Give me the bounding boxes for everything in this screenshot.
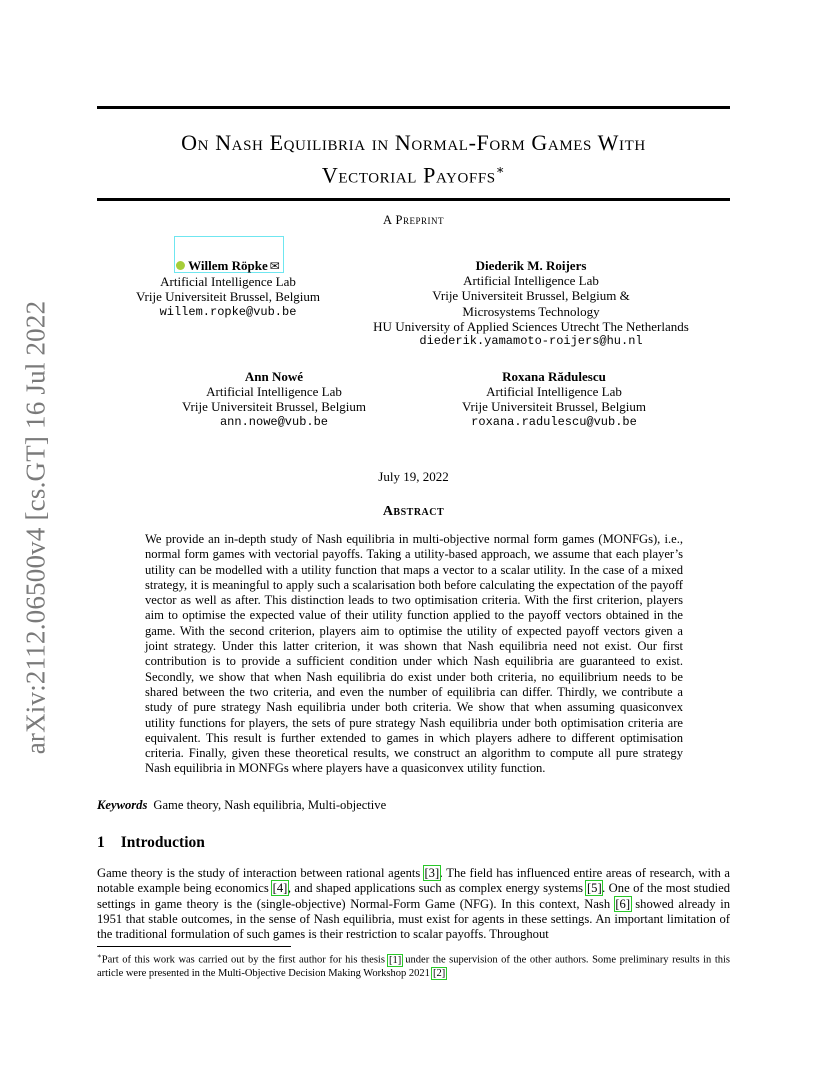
- author-block-nowe: [182, 369, 366, 430]
- keywords-line: [97, 798, 730, 813]
- citation-link[interactable]: [6]: [615, 896, 631, 911]
- arxiv-identifier: [16, 295, 56, 760]
- keywords-text: Game theory, Nash equilibria, Multi-objective: [153, 798, 387, 812]
- intro-text: . One of the most studied settings in game theory is the (single-objective) Normal-Form Game (NFG). In this context, Nash: [97, 881, 731, 911]
- author-name: Willem Röpke: [188, 258, 268, 273]
- author-affiliation: Artificial Intelligence Lab: [486, 384, 622, 400]
- footnote-rule: [97, 946, 291, 947]
- citation-link[interactable]: [4]: [272, 881, 288, 896]
- author-email[interactable]: willem.ropke@vub.be: [159, 304, 297, 319]
- author-affiliation: Artificial Intelligence Lab: [160, 274, 296, 290]
- orcid-icon[interactable]: [176, 261, 185, 270]
- author-affiliation: Artificial Intelligence Lab: [463, 273, 599, 289]
- author-affiliation: HU University of Applied Sciences Utrecht The Netherlands: [373, 318, 689, 334]
- author-name: Diederik M. Roijers: [475, 258, 587, 273]
- intro-text: , and shaped applications such as complex energy systems: [287, 881, 587, 896]
- author-block-roijers: [373, 258, 689, 349]
- author-affiliation: Vrije Universiteit Brussel, Belgium: [181, 399, 367, 415]
- author-affiliation: Vrije Universiteit Brussel, Belgium &: [432, 288, 630, 304]
- citation-link[interactable]: [2]: [432, 967, 446, 979]
- section-number: 1: [97, 834, 105, 851]
- section-heading: [97, 834, 205, 852]
- paper-title: [97, 129, 730, 188]
- citation-link[interactable]: [5]: [586, 881, 602, 896]
- keywords-label: Keywords: [97, 798, 148, 812]
- title-line-1: On Nash Equilibria in Normal-Form Games With: [181, 130, 646, 155]
- envelope-icon[interactable]: ✉: [269, 259, 280, 273]
- title-line-2: Vectorial Payoffs: [321, 162, 496, 188]
- intro-text: Game theory is the study of interaction between rational agents: [97, 866, 424, 880]
- abstract-text: We provide an in-depth study of Nash equilibria in multi-objective normal form games (MONFGs), i.e., normal form games with vectorial payoffs. Taking a utility-based approach, we assume that each player’s utility can be modelled with a utility function that maps a vector to a scalar utility. In the case of a mixed strategy, it is meaningful to apply such a scalarisation both before calculating the expectation of the payoff vector as well as after. This distinction leads to two optimisation criteria. With the first criterion, players aim to optimise the expected value of their utility function applied to the payoff vectors obtained in the game. With the second criterion, players aim to optimise the utility of expected payoff vectors given a joint strategy. Under this latter criterion, it was shown that Nash equilibria need not exist. Our first contribution is to provide a sufficient condition under which Nash equilibria are guaranteed to exist. Secondly, we show that when Nash equilibria do exist under both criteria, no equilibrium needs to be shared between the two criteria, and even the number of equilibria can differ. Thirdly, we contribute a study of pure strategy Nash equilibria under both criteria. We show that when assuming quasiconvex utility functions for players, the sets of pure strategy Nash equilibria under both optimisation criteria are equivalent. This result is further extended to games in which players adhere to different optimisation criteria. Finally, given these theoretical results, we construct an algorithm to compute all pure strategy Nash equilibria in MONFGs where players have a quasiconvex utility function.: [145, 532, 683, 776]
- author-affiliation: Vrije Universiteit Brussel, Belgium: [135, 289, 321, 305]
- citation-link[interactable]: [3]: [424, 866, 440, 880]
- author-affiliation: Vrije Universiteit Brussel, Belgium: [461, 399, 647, 415]
- author-name: Roxana Rădulescu: [502, 369, 606, 384]
- author-block-radulescu: [462, 369, 646, 430]
- preprint-label: A Preprint: [383, 213, 444, 227]
- citation-link[interactable]: [1]: [388, 954, 402, 966]
- footnote-text: Part of this work was carried out by the first author for his thesis: [101, 954, 389, 966]
- author-affiliation: Artificial Intelligence Lab: [206, 384, 342, 400]
- footnote: [97, 950, 730, 980]
- intro-text: . The field has influenced entire areas of research, with a notable example being economics: [97, 866, 730, 896]
- author-block-ropke: [136, 258, 320, 320]
- publication-date: July 19, 2022: [378, 469, 449, 484]
- author-affiliation: Microsystems Technology: [462, 303, 600, 319]
- section-title: Introduction: [120, 834, 205, 851]
- arxiv-identifier-text: arXiv:2112.06500v4 [cs.GT] 16 Jul 2022: [20, 300, 51, 755]
- intro-text: showed already in 1951 that stable outcomes, in the sense of Nash equilibria, must exist for agents in these settings. An important limitation of the traditional formulation of such games is their restriction to scalar payoffs. Throughout: [97, 896, 730, 942]
- intro-paragraph: [97, 866, 730, 942]
- title-rule-bottom: [97, 198, 730, 201]
- author-email[interactable]: roxana.radulescu@vub.be: [471, 414, 637, 429]
- author-email[interactable]: diederik.yamamoto-roijers@hu.nl: [419, 334, 643, 349]
- title-footnote-mark[interactable]: ∗: [495, 162, 506, 177]
- footnote-text: under the supervision of the other authors. Some preliminary results in this article were presented in the Multi-Objective Decision Making Workshop 2021: [97, 954, 731, 979]
- footnote-mark: ∗: [97, 952, 102, 960]
- title-rule-top: [97, 106, 730, 109]
- author-email[interactable]: ann.nowe@vub.be: [219, 414, 329, 429]
- author-name: Ann Nowé: [244, 369, 304, 384]
- abstract-heading: Abstract: [382, 504, 445, 519]
